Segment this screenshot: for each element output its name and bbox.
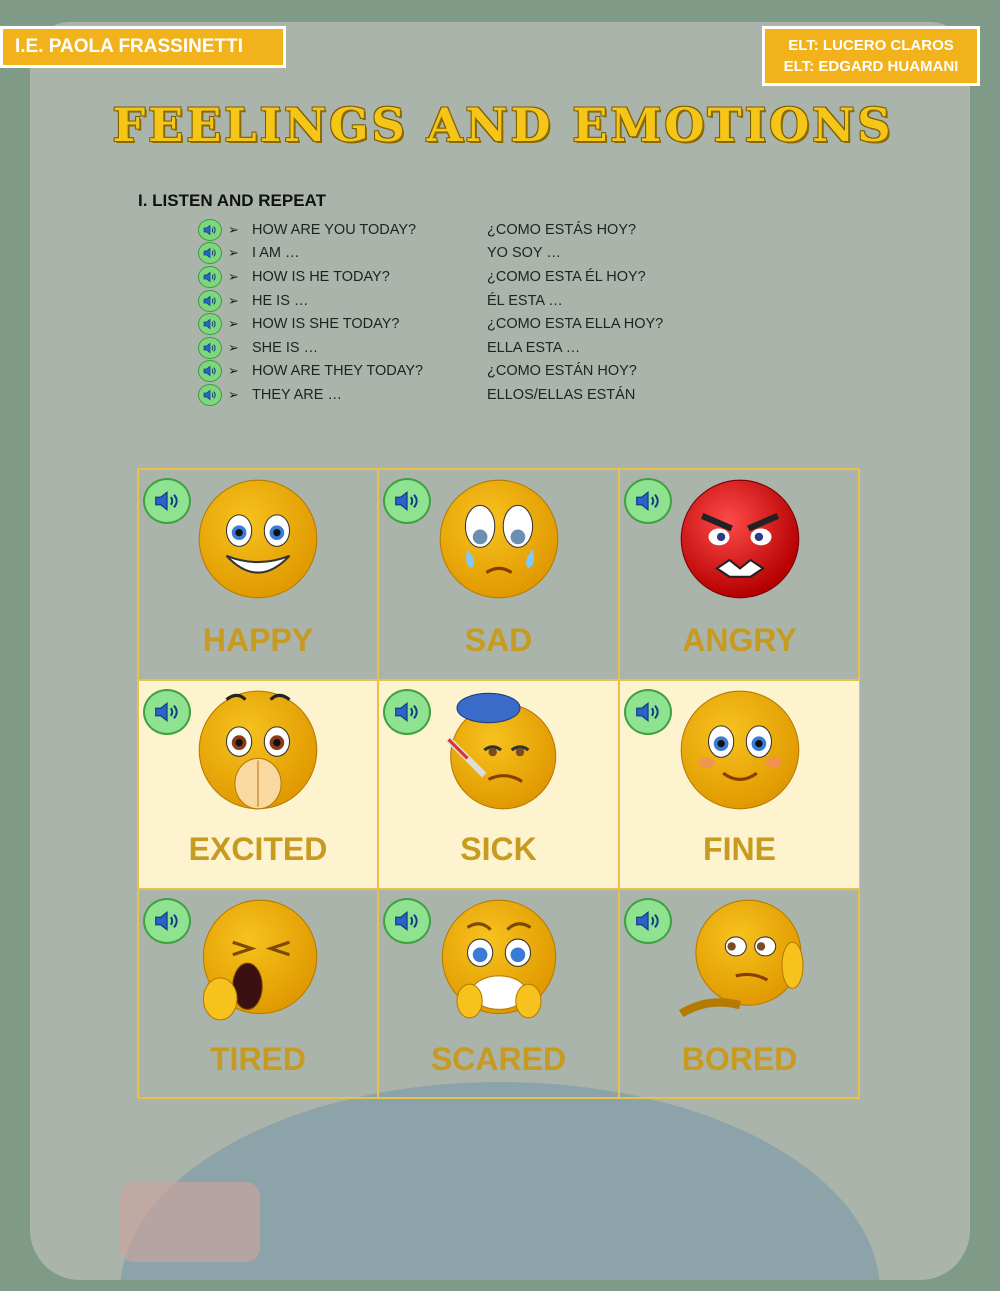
speaker-icon[interactable] <box>198 266 222 288</box>
phrase-english: THEY ARE … <box>252 386 342 403</box>
speaker-icon[interactable] <box>383 478 431 524</box>
teacher-2: ELT: EDGARD HUAMANI <box>783 58 959 75</box>
phrase-spanish: ELLOS/ELLAS ESTÁN <box>487 386 636 403</box>
arrow-bullet-icon: ➢ <box>228 221 239 237</box>
happy-face-icon <box>193 476 323 607</box>
fine-face-icon <box>675 687 805 818</box>
scared-face-icon <box>434 896 564 1027</box>
emotion-card <box>138 680 378 889</box>
sad-face-icon <box>434 476 564 607</box>
phrase-english: I AM … <box>252 245 300 262</box>
speaker-icon[interactable] <box>198 242 222 264</box>
speaker-icon[interactable] <box>198 384 222 406</box>
phrase-spanish: ¿COMO ESTA ÉL HOY? <box>487 268 646 285</box>
emotion-label: EXCITED <box>188 831 328 867</box>
phrase-spanish: ¿COMO ESTA ELLA HOY? <box>487 316 664 333</box>
sick-face-icon <box>434 687 564 818</box>
emotion-label: FINE <box>703 831 776 867</box>
phrase-spanish: ÉL ESTA … <box>487 292 563 309</box>
phrase-spanish: ¿COMO ESTÁS HOY? <box>487 221 637 238</box>
emotion-card <box>138 889 378 1099</box>
speaker-icon[interactable] <box>624 898 672 944</box>
arrow-bullet-icon: ➢ <box>228 339 239 355</box>
phrase-row <box>198 265 718 289</box>
arrow-bullet-icon: ➢ <box>228 316 239 332</box>
section-heading: I. LISTEN AND REPEAT <box>138 191 326 210</box>
phrase-row <box>198 383 718 407</box>
phrase-english: HOW ARE YOU TODAY? <box>252 221 417 238</box>
speaker-icon[interactable] <box>143 898 191 944</box>
excited-face-icon <box>193 687 323 818</box>
phrase-english: HE IS … <box>252 292 309 309</box>
speaker-icon[interactable] <box>143 478 191 524</box>
speaker-icon[interactable] <box>624 689 672 735</box>
emotion-card <box>619 469 860 680</box>
emotion-label: HAPPY <box>202 622 314 658</box>
phrase-row <box>198 360 718 384</box>
page-title: FEELINGS AND EMOTIONS <box>112 98 894 152</box>
school-badge <box>0 26 286 68</box>
tired-face-icon <box>193 896 323 1027</box>
speaker-icon[interactable] <box>624 478 672 524</box>
phrase-english: HOW IS HE TODAY? <box>252 268 390 285</box>
arrow-bullet-icon: ➢ <box>228 268 239 284</box>
arrow-bullet-icon: ➢ <box>228 363 239 379</box>
emotion-label: SAD <box>464 622 533 658</box>
phrase-row <box>198 312 718 336</box>
speaker-icon[interactable] <box>198 219 222 241</box>
bored-face-icon <box>675 896 805 1027</box>
school-name: I.E. PAOLA FRASSINETTI <box>15 36 244 57</box>
emotion-grid <box>137 468 859 1098</box>
arrow-bullet-icon: ➢ <box>228 292 239 308</box>
emotion-card <box>378 469 619 680</box>
speaker-icon[interactable] <box>143 689 191 735</box>
speaker-icon[interactable] <box>198 360 222 382</box>
speaker-icon[interactable] <box>383 898 431 944</box>
phrase-spanish: ELLA ESTA … <box>487 339 581 356</box>
teacher-1: ELT: LUCERO CLAROS <box>788 37 954 54</box>
emotion-label: SCARED <box>430 1041 567 1077</box>
emotion-label: BORED <box>681 1041 798 1077</box>
phrase-spanish: YO SOY … <box>487 245 561 262</box>
arrow-bullet-icon: ➢ <box>228 386 239 402</box>
emotion-card <box>619 680 860 889</box>
phrase-row <box>198 289 718 313</box>
speaker-icon[interactable] <box>198 290 222 312</box>
angry-face-icon <box>675 476 805 607</box>
phrase-row <box>198 218 718 242</box>
phrase-english: SHE IS … <box>252 339 319 356</box>
emotion-card <box>378 680 619 889</box>
phrase-english: HOW ARE THEY TODAY? <box>252 363 424 380</box>
emotion-label: ANGRY <box>682 622 797 658</box>
emotion-card <box>138 469 378 680</box>
teachers-badge <box>762 26 980 86</box>
arrow-bullet-icon: ➢ <box>228 245 239 261</box>
emotion-label: SICK <box>460 831 537 867</box>
emotion-label: TIRED <box>210 1041 306 1077</box>
emotion-card <box>619 889 860 1099</box>
emotion-card <box>378 889 619 1099</box>
phrase-row <box>198 336 718 360</box>
phrase-spanish: ¿COMO ESTÁN HOY? <box>487 363 637 380</box>
phrase-row <box>198 242 718 266</box>
phrase-english: HOW IS SHE TODAY? <box>252 316 400 333</box>
speaker-icon[interactable] <box>198 313 222 335</box>
speaker-icon[interactable] <box>198 337 222 359</box>
phrase-list <box>198 218 718 407</box>
speaker-icon[interactable] <box>383 689 431 735</box>
background-bus <box>120 1182 260 1262</box>
